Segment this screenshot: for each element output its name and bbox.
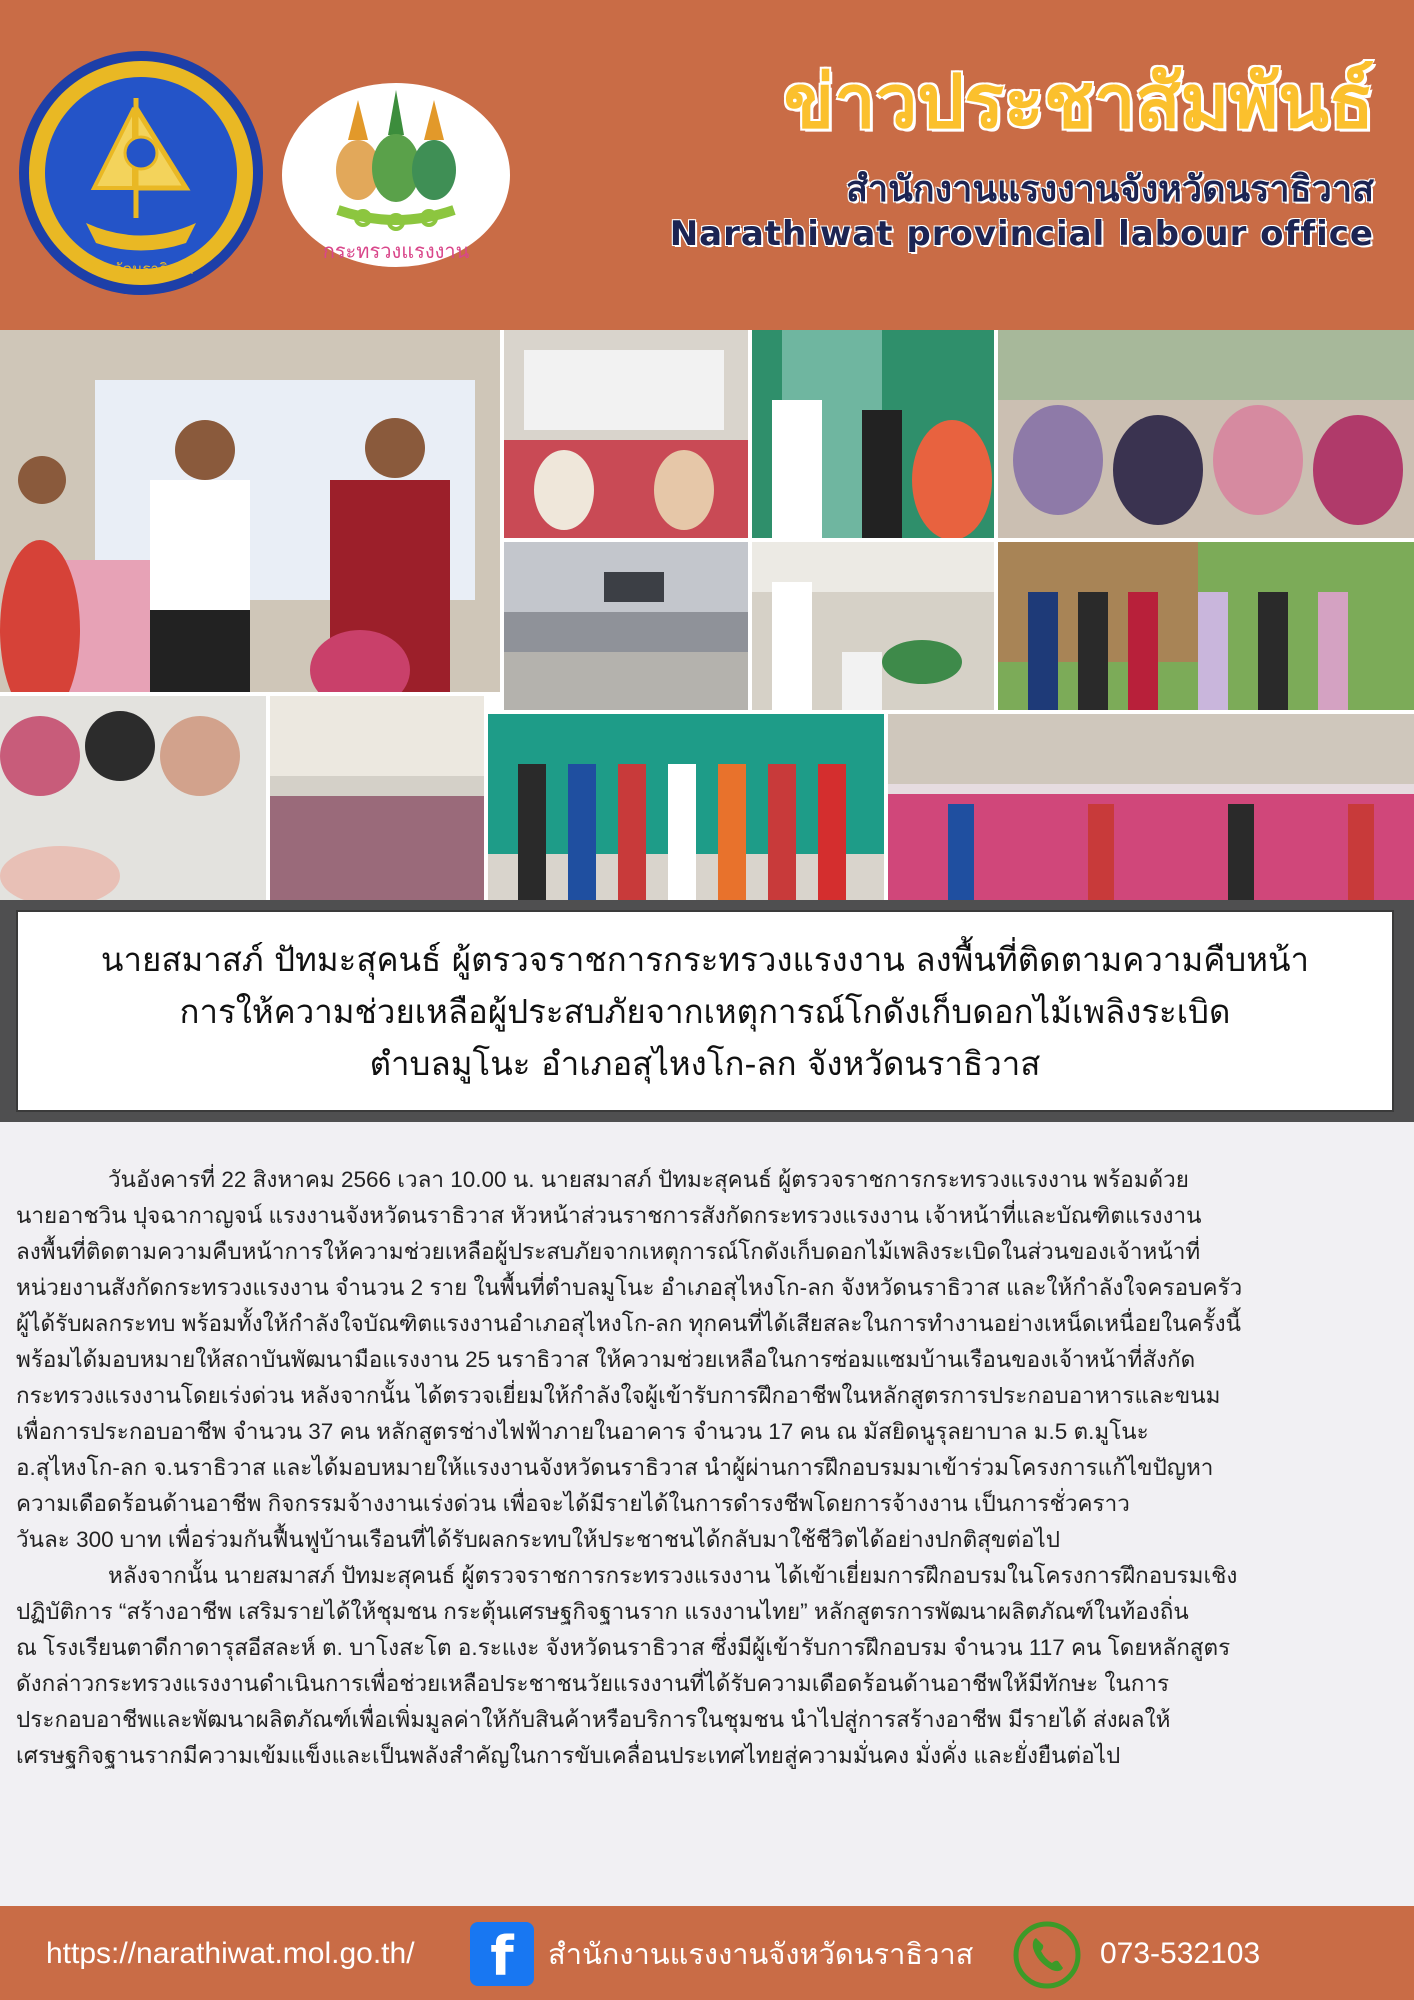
- paragraph-line: ประกอบอาชีพและพัฒนาผลิตภัณฑ์เพื่อเพิ่มมูลค่าให้กับสินค้าหรือบริการในชุมชน นำไปสู่การสร้างอาชีพ มีรายได้ ส่งผลให้: [16, 1707, 1171, 1732]
- paragraph-2: [16, 1558, 1390, 1774]
- office-name-english: Narathiwat provincial labour office: [669, 214, 1374, 254]
- paragraph-line: เพื่อการประกอบอาชีพ จำนวน 37 คน หลักสูตรช่างไฟฟ้าภายในอาคาร จำนวน 17 คน ณ มัสยิดนูรุลยาบาล ม.5 ต.มูโนะ: [16, 1419, 1149, 1444]
- headline-frame: [0, 900, 1414, 1122]
- headline-line-1: นายสมาสภ์ ปัทมะสุคนธ์ ผู้ตรวจราชการกระทรวงแรงงาน ลงพื้นที่ติดตามความคืบหน้า: [100, 940, 1310, 979]
- facebook-page-link[interactable]: สำนักงานแรงงานจังหวัดนราธิวาส: [548, 1937, 974, 1971]
- narathiwat-province-seal-logo: [16, 48, 266, 298]
- facebook-icon[interactable]: f: [470, 1922, 534, 1986]
- website-link[interactable]: https://narathiwat.mol.go.th/: [46, 1937, 415, 1970]
- paragraph-line: หลังจากนั้น นายสมาสภ์ ปัทมะสุคนธ์ ผู้ตรวจราชการกระทรวงแรงงาน ได้เข้าเยี่ยมการฝึกอบรมในโครงการฝึกอบรมเชิง: [108, 1563, 1238, 1588]
- photo-inspector-speaking: [0, 330, 500, 692]
- photo-community-seated: [998, 330, 1414, 538]
- paragraph-line: พร้อมได้มอบหมายให้สถาบันพัฒนามือแรงงาน 25 นราธิวาส ให้ความช่วยเหลือในการซ่อมแซมบ้านเรือนของเจ้าหน้าที่สังกัด: [16, 1347, 1196, 1372]
- article-body: [16, 1162, 1390, 1774]
- svg-text:จังหวัดนราธิวาส: จังหวัดนราธิวาส: [87, 260, 195, 278]
- paragraph-line: เศรษฐกิจฐานรากมีความเข้มแข็งและเป็นพลังสำคัญในการขับเคลื่อนประเทศไทยสู่ความมั่นคง มั่งคั่ง และยั่งยืนต่อไป: [16, 1743, 1121, 1768]
- paragraph-line: กระทรวงแรงงานโดยเร่งด่วน หลังจากนั้น ได้ตรวจเยี่ยมให้กำลังใจผู้เข้ารับการฝึกอาชีพในหลักสูตรการประกอบอาหารและขนม: [16, 1383, 1221, 1408]
- headline-line-2: การให้ความช่วยเหลือผู้ประสบภัยจากเหตุการณ์โกดังเก็บดอกไม้เพลิงระเบิด: [179, 992, 1231, 1031]
- paragraph-line: ปฏิบัติการ “สร้างอาชีพ เสริมรายได้ให้ชุมชน กระตุ้นเศรษฐกิจฐานราก แรงงานไทย” หลักสูตรการพัฒนาผลิตภัณฑ์ในท้องถิ่น: [16, 1599, 1189, 1624]
- photo-group-indoor-1: [504, 330, 748, 538]
- svg-text:กระทรวงแรงงาน: กระทรวงแรงงาน: [322, 239, 470, 263]
- photo-large-group: [888, 714, 1414, 900]
- photo-trainees-hall: [270, 696, 484, 900]
- paragraph-line: ลงพื้นที่ติดตามความคืบหน้าการให้ความช่วยเหลือผู้ประสบภัยจากเหตุการณ์โกดังเก็บดอกไม้เพลิงระเบิดในส่วนของเจ้าหน้าที่: [16, 1239, 1201, 1264]
- header-banner: [0, 0, 1414, 330]
- footer-bar: [0, 1906, 1414, 2000]
- photo-visit-home: [752, 330, 994, 538]
- paragraph-line: ผู้ได้รับผลกระทบ พร้อมทั้งให้กำลังใจบัณฑิตแรงงานอำเภอสุไหงโก-ลก ทุกคนที่ได้เสียสละในการทำงานอย่างเหน็ดเหนื่อยในครั้งนี้: [16, 1311, 1241, 1336]
- headline-box: [16, 910, 1394, 1112]
- photo-kitchen-training: [752, 542, 994, 710]
- paragraph-line: ดังกล่าวกระทรวงแรงงานดำเนินการเพื่อช่วยเหลือประชาชนวัยแรงงานที่ได้รับความเดือดร้อนด้านอาชีพให้มีทักษะ ในการ: [16, 1671, 1170, 1696]
- photo-collage: [0, 330, 1414, 900]
- photo-trainees-floor: [0, 696, 266, 900]
- photo-damaged-ceiling: [504, 542, 748, 710]
- photo-group-handover: [488, 714, 884, 900]
- paragraph-line: วันอังคารที่ 22 สิงหาคม 2566 เวลา 10.00 น. นายสมาสภ์ ปัทมะสุคนธ์ ผู้ตรวจราชการกระทรวงแรงงาน พร้อมด้วย: [108, 1167, 1189, 1192]
- paragraph-line: ณ โรงเรียนตาดีกาดารุสอีสละห์ ต. บาโงสะโต อ.ระแงะ จังหวัดนราธิวาส ซึ่งมีผู้เข้ารับการฝึกอบรม จำนวน 117 คน โดยหลักสูตร: [16, 1635, 1231, 1660]
- office-name-thai: สำนักงานแรงงานจังหวัดนราธิวาส: [845, 169, 1374, 210]
- paragraph-line: วันละ 300 บาท เพื่อร่วมกันฟื้นฟูบ้านเรือนที่ได้รับผลกระทบให้ประชาชนได้กลับมาใช้ชีวิตได้อย่างปกติสุขต่อไป: [16, 1527, 1061, 1552]
- phone-icon: [1012, 1920, 1082, 1990]
- paragraph-line: อ.สุไหงโก-ลก จ.นราธิวาส และได้มอบหมายให้แรงงานจังหวัดนราธิวาส นำผู้ผ่านการฝึกอบรมมาเข้าร่วมโครงการแก้ไขปัญหา: [16, 1455, 1214, 1480]
- paragraph-1: [16, 1162, 1390, 1558]
- paragraph-line: นายอาชวิน ปุจฉากาญจน์ แรงงานจังหวัดนราธิวาส หัวหน้าส่วนราชการสังกัดกระทรวงแรงงาน เจ้าหน้าที่และบัณฑิตแรงงาน: [16, 1203, 1202, 1228]
- headline-line-3: ตำบลมูโนะ อำเภอสุไหงโก-ลก จังหวัดนราธิวาส: [369, 1044, 1041, 1083]
- photo-group-outdoor: [998, 542, 1414, 710]
- page-title: ข่าวประชาสัมพันธ์: [783, 59, 1374, 145]
- paragraph-line: หน่วยงานสังกัดกระทรวงแรงงาน จำนวน 2 ราย ในพื้นที่ตำบลมูโนะ อำเภอสุไหงโก-ลก จังหวัดนราธิวาส และให้กำลังใจครอบครัว: [16, 1275, 1243, 1300]
- phone-number[interactable]: 073-532103: [1100, 1937, 1261, 1970]
- ministry-of-labour-logo: [278, 80, 514, 270]
- paragraph-line: ความเดือดร้อนด้านอาชีพ กิจกรรมจ้างงานเร่งด่วน เพื่อจะได้มีรายได้ในการดำรงชีพโดยการจ้างงาน เป็นการชั่วคราว: [16, 1491, 1130, 1516]
